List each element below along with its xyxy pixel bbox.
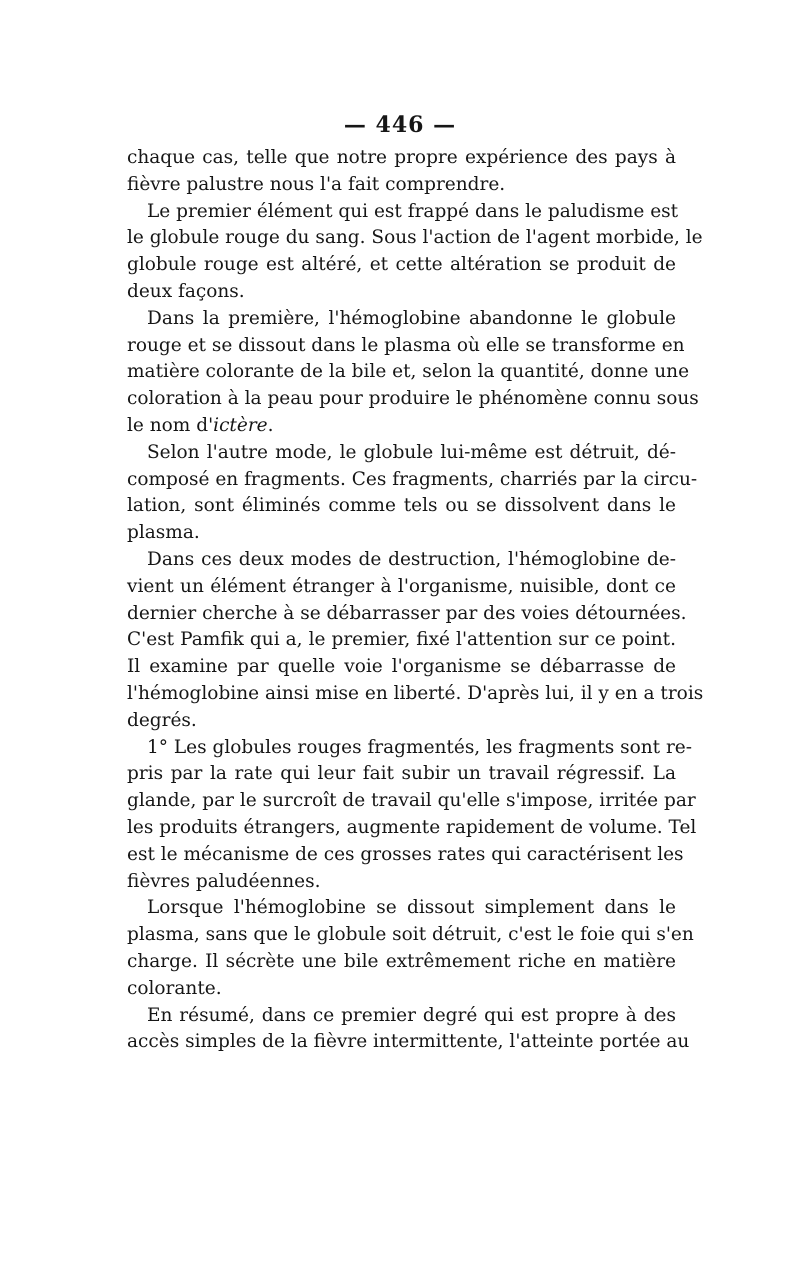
text-line: les produits étrangers, augmente rapidement de volume. Tel bbox=[127, 816, 697, 838]
paragraph-start-line: En résumé, dans ce premier degré qui est propre à des bbox=[147, 1004, 676, 1026]
page-number: — 446 — bbox=[343, 112, 457, 138]
text-line: chaque cas, telle que notre propre expérience des pays à bbox=[127, 147, 676, 168]
paragraph-start-line: Selon l'autre mode, le globule lui-même est détruit, dé- bbox=[147, 441, 676, 463]
text-line: globule rouge est altéré, et cette altération se produit de bbox=[127, 254, 676, 276]
text-line: coloration à la peau pour produire le phénomène connu sous bbox=[127, 388, 699, 410]
paragraph-start-line: Lorsque l'hémoglobine se dissout simplement dans le bbox=[147, 897, 676, 919]
body-text bbox=[127, 145, 704, 1056]
text-line: deux façons. bbox=[127, 280, 245, 302]
text-fragment: . bbox=[267, 414, 274, 436]
text-line: plasma. bbox=[127, 522, 200, 544]
text-line: matière colorante de la bile et, selon la quantité, donne une bbox=[127, 361, 690, 383]
text-line: le globule rouge du sang. Sous l'action de l'agent morbide, le bbox=[127, 227, 703, 249]
text-line-with-italic-term bbox=[127, 413, 676, 440]
paragraph-start-line: Dans ces deux modes de destruction, l'hémoglobine de- bbox=[147, 548, 676, 570]
text-line: colorante. bbox=[127, 977, 222, 999]
text-fragment: le nom d' bbox=[127, 414, 214, 436]
text-line: fièvre palustre nous l'a fait comprendre. bbox=[127, 173, 506, 195]
italic-term: ictère bbox=[213, 414, 268, 436]
text-line: fièvres paludéennes. bbox=[127, 870, 321, 892]
paragraph-start-line: 1° Les globules rouges fragmentés, les fragments sont re- bbox=[147, 736, 692, 758]
text-line: l'hémoglobine ainsi mise en liberté. D'après lui, il y en a trois bbox=[127, 682, 704, 704]
text-line: Il examine par quelle voie l'organisme se débarrasse de bbox=[127, 656, 676, 678]
text-line: composé en fragments. Ces fragments, charriés par la circu- bbox=[127, 468, 698, 490]
text-line: accès simples de la fièvre intermittente, l'atteinte portée au bbox=[127, 1031, 690, 1053]
paragraph-start-line: Le premier élément qui est frappé dans le paludisme est bbox=[147, 200, 679, 222]
text-line: degrés. bbox=[127, 709, 197, 731]
text-line: dernier cherche à se débarrasser par des voies détournées. bbox=[127, 602, 687, 624]
text-line: rouge et se dissout dans le plasma où elle se transforme en bbox=[127, 334, 685, 356]
text-line: glande, par le surcroît de travail qu'elle s'impose, irritée par bbox=[127, 790, 696, 812]
paragraph-start-line: Dans la première, l'hémoglobine abandonne le globule bbox=[147, 307, 676, 329]
text-line: lation, sont éliminés comme tels ou se dissolvent dans le bbox=[127, 495, 676, 517]
text-line: charge. Il sécrète une bile extrêmement riche en matière bbox=[127, 950, 676, 972]
text-line: vient un élément étranger à l'organisme, nuisible, dont ce bbox=[127, 575, 676, 597]
text-line: pris par la rate qui leur fait subir un travail régressif. La bbox=[127, 763, 676, 785]
text-line: est le mécanisme de ces grosses rates qui caractérisent les bbox=[127, 843, 684, 865]
text-line: plasma, sans que le globule soit détruit, c'est le foie qui s'en bbox=[127, 924, 694, 946]
text-line: C'est Pamfik qui a, le premier, fixé l'attention sur ce point. bbox=[127, 629, 676, 651]
